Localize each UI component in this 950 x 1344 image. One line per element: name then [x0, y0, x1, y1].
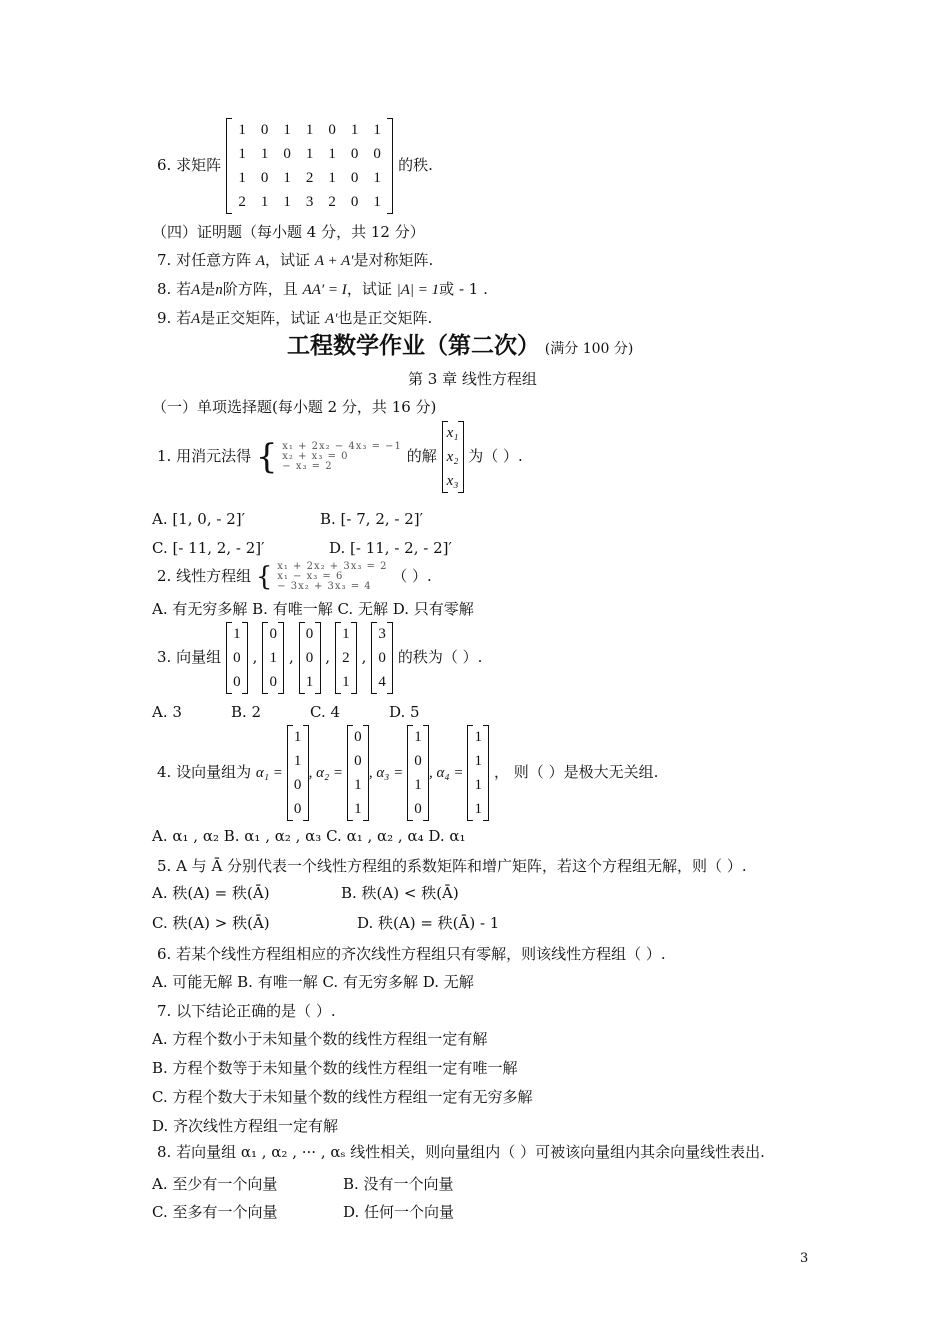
q6-matrix-cell: 3: [305, 194, 314, 210]
s1-q4-vector-row: [352, 773, 364, 797]
s1-q7-question: 7. 以下结论正确的是（ ）.: [157, 1002, 336, 1020]
s1-q3-vector: [262, 622, 284, 694]
s1-q5-option-c[interactable]: C. 秩(A) > 秩(Ā): [152, 914, 270, 932]
q6-matrix-cell: 1: [260, 194, 269, 210]
s1-q3-vector-cell: 0: [269, 674, 277, 690]
q6-matrix-cell: 1: [328, 170, 336, 186]
q6-matrix-cell: 1: [238, 170, 246, 186]
s1-q1-line: [157, 421, 523, 493]
q8-symbol: A: [191, 282, 201, 298]
s1-q3-vector-cell: 1: [342, 626, 350, 642]
s1-q1-option-c[interactable]: C. [- 11, 2, - 2]′: [152, 539, 265, 557]
s1-q1-vector-row: [447, 469, 459, 493]
s1-q3-option-b[interactable]: B. 2: [231, 703, 262, 721]
s1-q3-vector-row: [304, 646, 316, 670]
s1-q4-vector: [407, 725, 429, 821]
q6-matrix-cell: 2: [238, 194, 246, 210]
s1-q1-option-d[interactable]: D. [- 11, - 2, - 2]′: [329, 539, 452, 557]
s1-q4-vector-row: [472, 773, 484, 797]
s1-q3-vector-cell: 0: [378, 650, 386, 666]
s1-q4-vector-cell: 1: [293, 753, 302, 769]
s1-q4-vector-row: [292, 773, 304, 797]
q6-matrix-cell: 1: [305, 122, 314, 138]
section1-heading: （一）单项选择题(每小题 2 分，共 16 分): [152, 398, 437, 416]
s1-q3-vector-row: [267, 622, 279, 646]
s1-q3-vector-row: [376, 646, 388, 670]
s1-q8-question: 8. 若向量组 α₁ , α₂ , ··· , αₛ 线性相关，则向量组内（ ）可被该向量组内其余向量线性表出.: [157, 1143, 765, 1161]
q8-n: n: [215, 282, 223, 298]
q6-matrix-cell: 0: [373, 146, 381, 162]
page-title: 工程数学作业（第二次）: [287, 333, 540, 359]
s1-q4-vector-cell: 1: [474, 729, 482, 745]
q7-text-b: ，试证: [265, 251, 311, 269]
s1-q3-vector-row: [340, 622, 352, 646]
s1-q4-vector-row: [352, 797, 364, 821]
s1-q3-option-a[interactable]: A. 3: [152, 703, 182, 721]
s1-q1-text-b: 的解: [406, 447, 437, 465]
s1-q3-vector-cell: 3: [378, 626, 386, 642]
s1-q8-option-a[interactable]: A. 至少有一个向量: [152, 1175, 278, 1193]
s1-q3-vector-cell: 0: [233, 650, 241, 666]
q7-text-c: 是对称矩阵.: [353, 251, 434, 269]
s1-q4-options[interactable]: A. α₁ , α₂ B. α₁ , α₂ , α₃ C. α₁ , α₂ , α₄ D. α₁: [152, 827, 466, 845]
s1-q3-vector-cell: 1: [269, 650, 277, 666]
q6-matrix-cell: 0: [350, 146, 359, 162]
q6-line: [157, 118, 433, 214]
s1-q1-equation: x₁ + 2x₂ − 4x₃ = −1: [282, 441, 402, 452]
s1-q4-vector-cell: 1: [474, 753, 482, 769]
s1-q4-vector-label: , α₃ =: [368, 765, 408, 781]
s1-q1-vector-cell: x₁: [446, 425, 459, 441]
s1-q1-option-a[interactable]: A. [1, 0, - 2]′: [152, 510, 246, 528]
q8-text-d: ，试证: [346, 280, 392, 298]
s1-q3-vector-cell: 0: [233, 674, 241, 690]
s1-q4-vector-cell: 1: [414, 777, 422, 793]
s1-q4-vector-cell: 0: [293, 777, 302, 793]
q8-text-a: 8. 若: [157, 280, 192, 298]
s1-q1-option-b[interactable]: B. [- 7, 2, - 2]′: [320, 510, 424, 528]
s1-q1-vector-row: [447, 445, 459, 469]
s1-q7-option-d[interactable]: D. 齐次线性方程组一定有解: [152, 1117, 339, 1135]
s1-q6-question: 6. 若某个线性方程组相应的齐次线性方程组只有零解，则该线性方程组（ ）.: [157, 945, 666, 963]
s1-q4-vector-cell: 1: [293, 729, 302, 745]
s1-q1-text-c: 为（ ）.: [468, 447, 523, 465]
title-line: [287, 333, 633, 361]
s1-q4-vector-cell: 0: [354, 753, 362, 769]
s1-q7-option-a[interactable]: A. 方程个数小于未知量个数的线性方程组一定有解: [152, 1030, 488, 1048]
s1-q4-vector-label: , α₂ =: [308, 765, 347, 781]
q6-matrix-cell: 2: [305, 170, 314, 186]
s1-q3-vector-cell: 1: [305, 674, 314, 690]
s1-q3-vector-cell: 2: [342, 650, 350, 666]
s1-q1-equation: x₂ + x₃ = 0: [282, 451, 349, 462]
s1-q4-vector-cell: 1: [414, 729, 422, 745]
q6-matrix-cell: 1: [350, 122, 359, 138]
s1-q3-vector-row: [267, 670, 279, 694]
s1-q3-vector-row: [304, 622, 316, 646]
q8-expression: AA′ = I: [302, 282, 347, 298]
s1-q3-vector-row: [267, 646, 279, 670]
s1-q4-vector-cell: 1: [474, 801, 482, 817]
q6-matrix: [226, 118, 394, 214]
s1-q1-vector-row: [447, 421, 459, 445]
q6-matrix-cell: 1: [283, 122, 291, 138]
s1-q4-vector: [467, 725, 489, 821]
s1-q3-comma: ,: [320, 648, 335, 666]
s1-q4-vector-row: [292, 797, 304, 821]
q8-determinant: |A| = 1: [396, 282, 440, 298]
s1-q3-vector: [371, 622, 393, 694]
q6-matrix-row: [231, 118, 389, 142]
s1-q2-equation: x₁ + 2x₂ + 3x₃ = 2: [277, 561, 388, 572]
s1-q4-line: [157, 725, 658, 821]
s1-q4-vector-row: [292, 725, 304, 749]
s1-q4-vector-cell: 1: [354, 801, 362, 817]
s1-q2-options[interactable]: A. 有无穷多解 B. 有唯一解 C. 无解 D. 只有零解: [152, 600, 474, 618]
s1-q6-options[interactable]: A. 可能无解 B. 有唯一解 C. 有无穷多解 D. 无解: [152, 973, 474, 991]
q6-matrix-row: [231, 190, 389, 214]
s1-q4-vector-row: [472, 749, 484, 773]
s1-q3-text-b: 的秩为（ ）.: [397, 648, 483, 666]
q6-matrix-row: [231, 166, 389, 190]
q6-matrix-cell: 1: [328, 146, 336, 162]
q6-matrix-cell: 0: [283, 146, 291, 162]
q6-matrix-row: [231, 142, 389, 166]
s1-q3-comma: ,: [356, 648, 372, 666]
s1-q3-vector-row: [231, 622, 243, 646]
s1-q3-vector: [335, 622, 357, 694]
s1-q4-text-a: 4. 设向量组为: [157, 763, 252, 781]
title-score: (满分 100 分): [544, 341, 634, 357]
s1-q2-text-a: 2. 线性方程组: [157, 567, 252, 585]
s1-q4-vector-label: α₁ =: [255, 765, 287, 781]
q6-matrix-cell: 0: [260, 122, 269, 138]
s1-q4-vectors: [255, 729, 489, 817]
s1-q3-vector-cell: 1: [342, 674, 350, 690]
s1-q1-vector: [442, 421, 464, 493]
q6-matrix-cell: 1: [283, 194, 291, 210]
s1-q1-text-a: 1. 用消元法得: [157, 447, 252, 465]
s1-q5-question: 5. A 与 Ā 分别代表一个线性方程组的系数矩阵和增广矩阵，若这个方程组无解，则（ ）.: [157, 857, 747, 875]
s1-q3-vector-row: [340, 646, 352, 670]
q6-matrix-cell: 1: [283, 170, 291, 186]
q7-line: [157, 251, 433, 270]
s1-q3-text-a: 3. 向量组: [157, 648, 222, 666]
s1-q4-vector-cell: 1: [474, 777, 482, 793]
s1-q3-vector-row: [231, 646, 243, 670]
s1-q4-vector-cell: 0: [414, 753, 422, 769]
q9-text-c: 也是正交矩阵.: [337, 309, 433, 327]
s1-q3-vector: [226, 622, 248, 694]
q6-matrix-cell: 1: [260, 146, 269, 162]
s1-q4-vector-cell: 0: [293, 801, 302, 817]
s1-q8-option-c[interactable]: C. 至多有一个向量: [152, 1203, 278, 1221]
q9-text-b: 是正交矩阵，试证: [200, 309, 321, 327]
q8-text-b: 是: [200, 280, 216, 298]
s1-q5-option-b[interactable]: B. 秩(A) < 秩(Ā): [341, 884, 459, 902]
s1-q1-vector-cell: x₂: [446, 449, 459, 465]
s1-q4-vector-row: [472, 797, 484, 821]
s1-q4-vector-row: [412, 797, 424, 821]
q8-text-c: 阶方阵，且: [222, 280, 298, 298]
q6-matrix-cell: 1: [238, 122, 246, 138]
s1-q3-vector-cell: 1: [233, 626, 241, 642]
s1-q3-vector-row: [376, 622, 388, 646]
s1-q3-vector-row: [340, 670, 352, 694]
section4-heading: （四）证明题（每小题 4 分，共 12 分）: [152, 223, 425, 241]
s1-q3-line: [157, 622, 482, 694]
s1-q4-vector-cell: 0: [414, 801, 422, 817]
s1-q2-brace: {: [255, 562, 273, 592]
s1-q5-option-d[interactable]: D. 秩(A) = 秩(Ā) - 1: [357, 914, 500, 932]
page-number: 3: [800, 1251, 809, 1266]
s1-q4-vector-row: [412, 773, 424, 797]
q6-matrix-cell: 0: [350, 170, 359, 186]
s1-q4-vector-cell: 0: [354, 729, 362, 745]
s1-q8-option-b[interactable]: B. 没有一个向量: [343, 1175, 454, 1193]
s1-q3-comma: ,: [284, 648, 299, 666]
s1-q3-vector-row: [231, 670, 243, 694]
s1-q2-equation: − 3x₂ + 3x₃ = 4: [277, 581, 372, 592]
s1-q7-option-c[interactable]: C. 方程个数大于未知量个数的线性方程组一定有无穷多解: [152, 1088, 533, 1106]
s1-q3-vector-cell: 0: [305, 650, 314, 666]
q7-expression: A + A′: [314, 253, 354, 269]
s1-q7-option-b[interactable]: B. 方程个数等于未知量个数的线性方程组一定有唯一解: [152, 1059, 518, 1077]
s1-q1-vector-cell: x₃: [446, 473, 459, 489]
s1-q3-vector-row: [376, 670, 388, 694]
s1-q8-option-d[interactable]: D. 任何一个向量: [343, 1203, 455, 1221]
s1-q4-vector-row: [412, 725, 424, 749]
s1-q3-vector-cell: 4: [378, 674, 386, 690]
s1-q3-comma: ,: [247, 648, 263, 666]
q6-matrix-cell: 1: [373, 194, 381, 210]
s1-q3-option-c[interactable]: C. 4: [310, 703, 341, 721]
s1-q4-vector-row: [472, 725, 484, 749]
s1-q3-option-d[interactable]: D. 5: [389, 703, 420, 721]
q6-matrix-cell: 0: [260, 170, 269, 186]
s1-q3-vector: [299, 622, 321, 694]
q9-text-a: 9. 若: [157, 309, 192, 327]
s1-q3-vector-cell: 0: [269, 626, 277, 642]
s1-q2-system: [277, 562, 387, 592]
s1-q4-text-b: ， 则（ ）是极大无关组.: [494, 763, 659, 781]
s1-q3-vectors: [226, 626, 393, 690]
q6-matrix-cell: 1: [238, 146, 246, 162]
s1-q4-vector-row: [352, 725, 364, 749]
q6-matrix-cell: 1: [305, 146, 314, 162]
s1-q4-vector-label: , α₄ =: [429, 765, 468, 781]
q9-symbol: A: [191, 311, 201, 327]
q7-text-a: 7. 对任意方阵: [157, 251, 252, 269]
q6-prefix: 6. 求矩阵: [157, 156, 222, 174]
q8-text-f: - 1 .: [458, 280, 488, 298]
q9-expression: A′: [325, 311, 338, 327]
s1-q3-vector-cell: 0: [305, 626, 314, 642]
s1-q4-vector-row: [352, 749, 364, 773]
q6-suffix: 的秩.: [398, 156, 433, 174]
s1-q4-vector-row: [412, 749, 424, 773]
q6-matrix-cell: 1: [373, 170, 381, 186]
q6-matrix-cell: 1: [373, 122, 381, 138]
s1-q1-equation: − x₃ = 2: [282, 461, 333, 472]
s1-q2-equation: x₁ − x₃ = 6: [277, 571, 344, 582]
s1-q3-vector-row: [304, 670, 316, 694]
s1-q1-brace: {: [255, 437, 278, 477]
s1-q4-vector-cell: 1: [354, 777, 362, 793]
s1-q1-system: [282, 442, 402, 472]
q6-matrix-cell: 0: [328, 122, 336, 138]
q6-matrix-cell: 0: [350, 194, 359, 210]
q7-symbol: A: [255, 253, 266, 269]
s1-q4-vector-row: [292, 749, 304, 773]
q6-matrix-cell: 2: [328, 194, 336, 210]
q9-line: [157, 309, 432, 328]
q8-line: [157, 280, 488, 299]
s1-q2-text-b: （ ）.: [392, 567, 432, 585]
s1-q5-option-a[interactable]: A. 秩(A) = 秩(Ā): [152, 884, 270, 902]
s1-q2-line: [157, 562, 432, 592]
s1-q4-vector: [347, 725, 369, 821]
s1-q4-vector: [287, 725, 309, 821]
chapter-title: 第 3 章 线性方程组: [408, 370, 537, 388]
q8-text-e: 或: [439, 280, 455, 298]
